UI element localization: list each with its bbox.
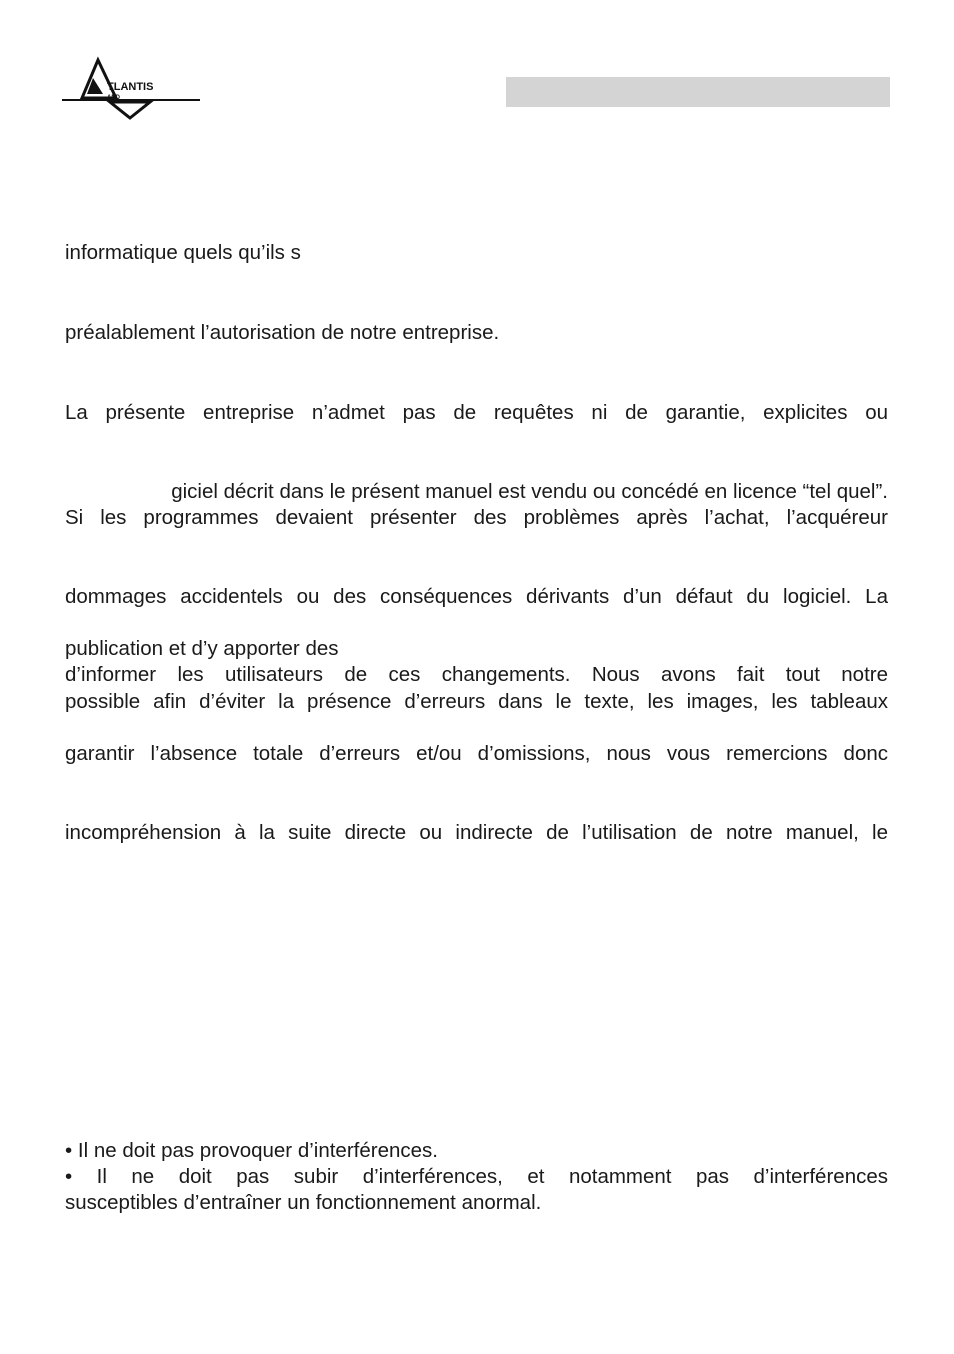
atlantis-logo	[60, 56, 202, 122]
text-line: La présente entreprise n’admet pas de requêtes ni de garantie, explicites ou	[65, 401, 888, 424]
text-line: garantir l’absence totale d’erreurs et/ou d’omissions, nous vous remercions donc	[65, 742, 888, 765]
bullet-item: • Il ne doit pas subir d’interférences, et notamment pas d’interférences	[65, 1165, 888, 1188]
text-line: incompréhension à la suite directe ou indirecte de l’utilisation de notre manuel, le	[65, 821, 888, 844]
header-bar	[506, 77, 890, 107]
text-line: informatique quels qu’ils s	[65, 241, 301, 264]
text-line: susceptibles d’entraîner un fonctionnement anormal.	[65, 1191, 542, 1214]
svg-text:TLANTIS: TLANTIS	[107, 81, 154, 93]
bullet-item: • Il ne doit pas provoquer d’interférences.	[65, 1139, 438, 1162]
text-line: publication et d’y apporter des	[65, 637, 339, 660]
text-line: dommages accidentels ou des conséquences dérivants d’un défaut du logiciel. La	[65, 585, 888, 608]
svg-text:AND: AND	[107, 95, 120, 101]
text-line: giciel décrit dans le présent manuel est vendu ou concédé en licence “tel quel”.	[171, 480, 888, 503]
text-line: Si les programmes devaient présenter des problèmes après l’achat, l’acquéreur	[65, 506, 888, 529]
text-line: possible afin d’éviter la présence d’erreurs dans le texte, les images, les tableaux	[65, 690, 888, 713]
text-line: d’informer les utilisateurs de ces changements. Nous avons fait tout notre	[65, 663, 888, 686]
text-line: préalablement l’autorisation de notre entreprise.	[65, 321, 500, 344]
